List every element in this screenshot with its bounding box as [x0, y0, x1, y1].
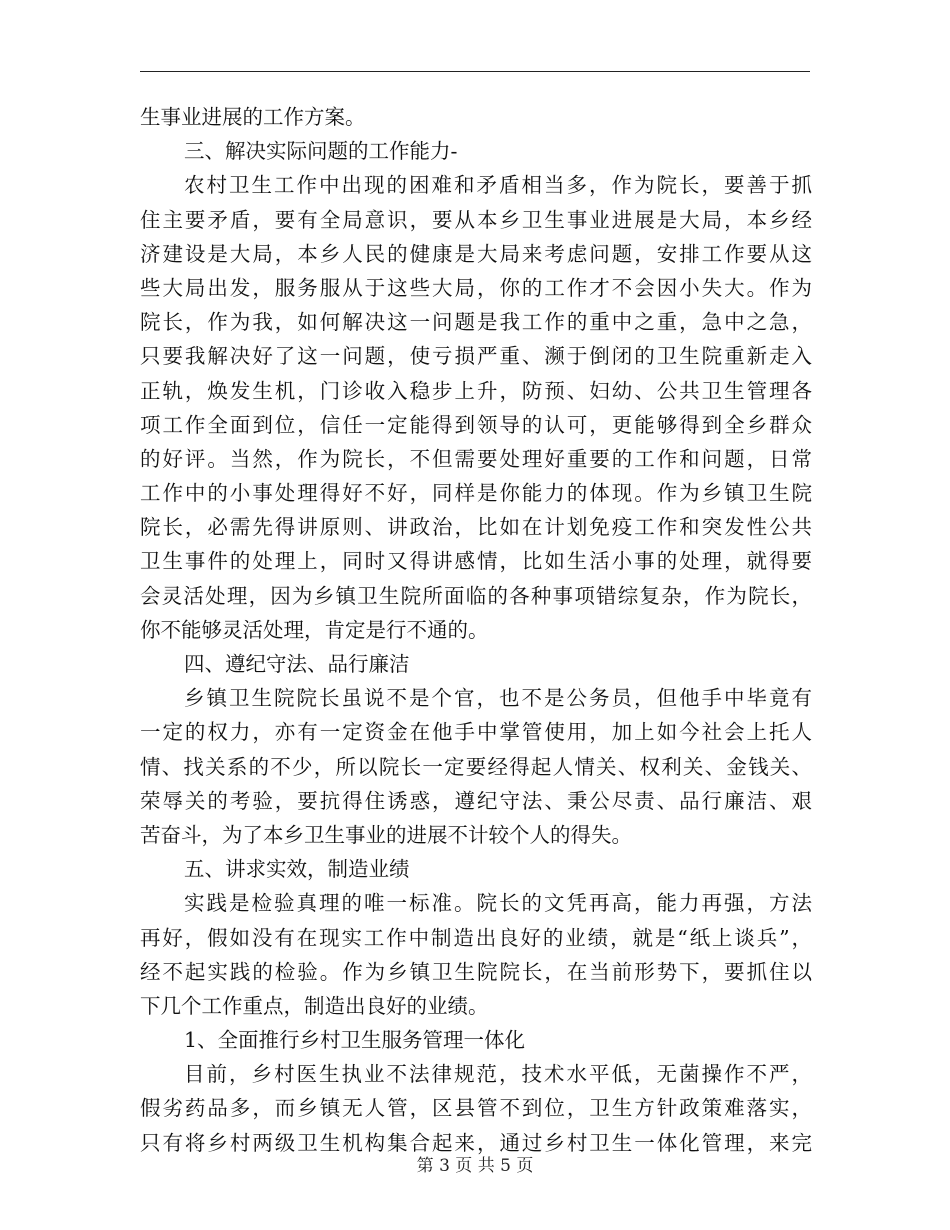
text-line: 再好，假如没有在现实工作中制造出良好的业绩，就是“纸上谈兵”， [140, 925, 812, 950]
text-line: 农村卫生工作中出现的困难和矛盾相当多，作为院长，要善于抓 [184, 173, 812, 198]
text-line: 假劣药品多，而乡镇无人管，区县管不到位，卫生方针政策难落实， [140, 1096, 812, 1121]
text-line: 院长，必需先得讲原则、讲政治，比如在计划免疫工作和突发性公共 [140, 515, 812, 540]
text-line: 下几个工作重点，制造出良好的业绩。 [140, 993, 489, 1018]
text-line: 你不能够灵活处理，肯定是行不通的。 [140, 617, 489, 642]
text-line: 目前，乡村医生执业不法律规范，技术水平低，无菌操作不严， [184, 1062, 812, 1087]
text-line: 的好评。当然，作为院长，不但需要处理好重要的工作和问题，日常 [140, 446, 812, 471]
text-line: 一定的权力，亦有一定资金在他手中掌管使用，加上如今社会上托人 [140, 720, 812, 745]
page-number: 第 3 页 共 5 页 [416, 1156, 534, 1176]
text-line: 些大局出发，服务服从于这些大局，你的工作才不会因小失大。作为 [140, 275, 812, 300]
text-line: 只要我解决好了这一问题，使亏损严重、濒于倒闭的卫生院重新走入 [140, 344, 812, 369]
text-line: 卫生事件的处理上，同时又得讲感情，比如生活小事的处理，就得要 [140, 549, 812, 574]
text-line: 苦奋斗，为了本乡卫生事业的进展不计较个人的得失。 [140, 822, 632, 847]
text-line: 实践是检验真理的唯一标准。院长的文凭再高，能力再强，方法 [184, 891, 812, 916]
section-heading: 四、遵纪守法、品行廉洁 [184, 652, 410, 676]
text-line: 院长，作为我，如何解决这一问题是我工作的重中之重，急中之急， [140, 310, 812, 335]
text-line: 乡镇卫生院院长虽说不是个官，也不是公务员，但他手中毕竟有 [184, 686, 812, 711]
text-line: 经不起实践的检验。作为乡镇卫生院院长，在当前形势下，要抓住以 [140, 959, 812, 984]
text-line: 正轨，焕发生机，门诊收入稳步上升，防预、妇幼、公共卫生管理各 [140, 378, 812, 403]
text-line: 济建设是大局，本乡人民的健康是大局来考虑问题，安排工作要从这 [140, 241, 812, 266]
subsection-heading: 1、全面推行乡村卫生服务管理一体化 [184, 1028, 526, 1053]
text-line: 荣辱关的考验，要抗得住诱惑，遵纪守法、秉公尽责、品行廉洁、艰 [140, 788, 812, 813]
text-line: 住主要矛盾，要有全局意识，要从本乡卫生事业进展是大局，本乡经 [140, 207, 812, 232]
text-line: 情、找关系的不少，所以院长一定要经得起人情关、权利关、金钱关、 [140, 754, 812, 779]
text-line: 会灵活处理，因为乡镇卫生院所面临的各种事项错综复杂，作为院长， [140, 583, 812, 608]
section-heading: 五、讲求实效，制造业绩 [184, 857, 410, 882]
text-line: 只有将乡村两级卫生机构集合起来，通过乡村卫生一体化管理，来完 [140, 1130, 812, 1155]
text-line: 项工作全面到位，信任一定能得到领导的认可，更能够得到全乡群众 [140, 412, 812, 437]
document-body [140, 100, 812, 1160]
text-line: 工作中的小事处理得好不好，同样是你能力的体现。作为乡镇卫生院 [140, 481, 812, 506]
section-heading: 三、解决实际问题的工作能力- [184, 139, 458, 164]
text-line: 生事业进展的工作方案。 [140, 105, 366, 129]
header-rule [140, 71, 810, 72]
